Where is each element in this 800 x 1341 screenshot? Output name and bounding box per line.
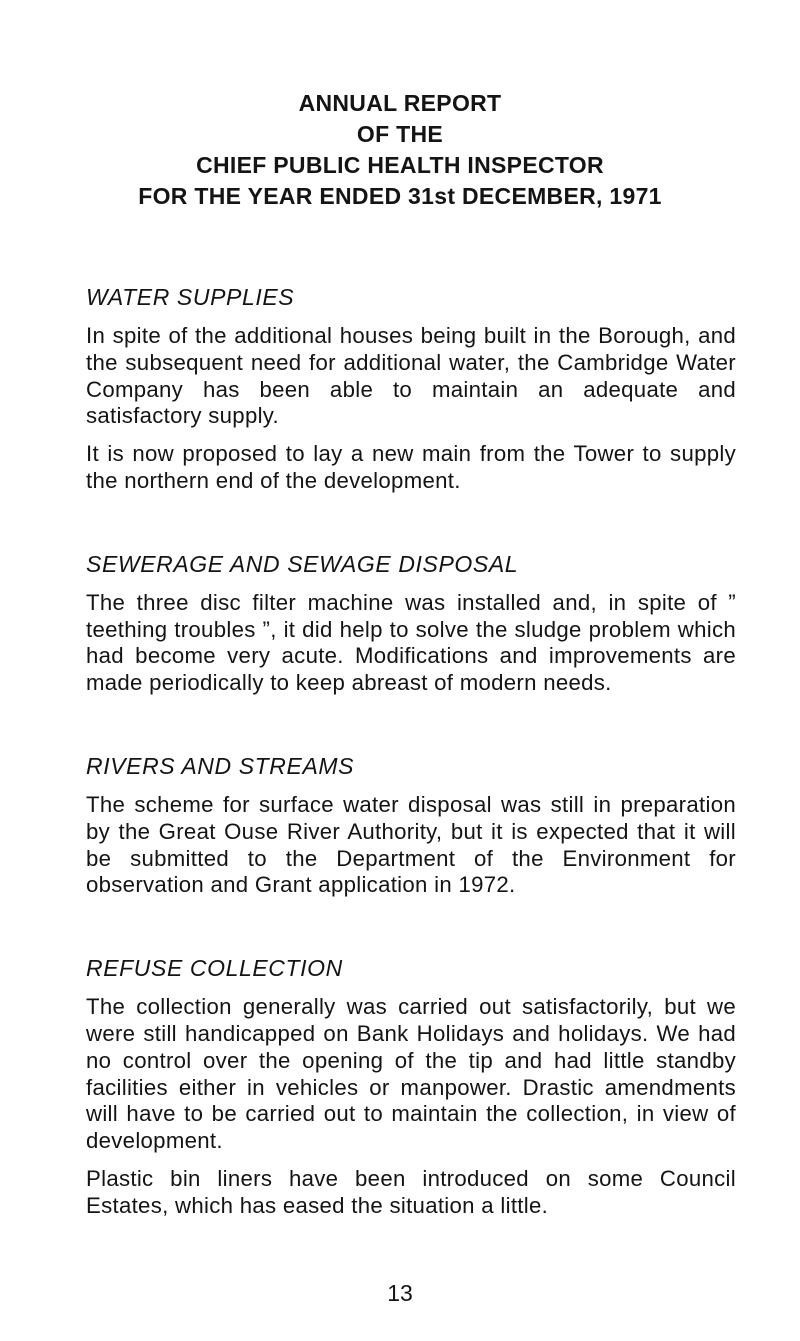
report-title-block (0, 88, 800, 212)
title-line-4: FOR THE YEAR ENDED 31st DECEMBER, 1971 (138, 183, 662, 209)
section-rivers-and-streams (86, 752, 736, 899)
title-line-1: ANNUAL REPORT (298, 90, 502, 116)
report-body (86, 283, 736, 1231)
paragraph: In spite of the additional houses being built in the Borough, and the subsequent need for additional water, the Cambridge Water Company has been able to maintain an adequate and satisfactory supply. (86, 323, 736, 429)
section-heading: RIVERS AND STREAMS (86, 752, 355, 779)
paragraph: It is now proposed to lay a new main from the Tower to supply the northern end of the development. (86, 441, 736, 493)
paragraph: Plastic bin liners have been introduced on some Council Estates, which has eased the situation a little. (86, 1165, 736, 1218)
section-heading: REFUSE COLLECTION (86, 955, 343, 982)
section-heading: SEWERAGE AND SEWAGE DISPOSAL (86, 550, 519, 577)
title-line-3: CHIEF PUBLIC HEALTH INSPECTOR (196, 152, 604, 178)
paragraph: The collection generally was carried out satisfactorily, but we were still handicapped on Bank Holidays and holidays. We had no control over the opening of the tip and had little standby facilities either in vehicles or manpower. Drastic amendments will have to be carried out to maintain the collection, in view of development. (86, 994, 736, 1154)
title-line-2: OF THE (356, 121, 444, 147)
section-heading: WATER SUPPLIES (86, 284, 295, 310)
section-sewerage (86, 550, 736, 697)
paragraph: The three disc filter machine was installed and, in spite of ” teething troubles ”, it did help to solve the sludge problem which had become very acute. Modifications and improvements are made periodically to keep abreast of modern needs. (86, 589, 736, 696)
section-water-supplies (86, 283, 736, 495)
paragraph: The scheme for surface water disposal was still in preparation by the Great Ouse River Authority, but it is expected that it will be submitted to the Department of the Environment for observation and Grant application in 1972. (86, 791, 736, 898)
page-number: 13 (387, 1280, 413, 1306)
section-refuse-collection (86, 954, 736, 1219)
